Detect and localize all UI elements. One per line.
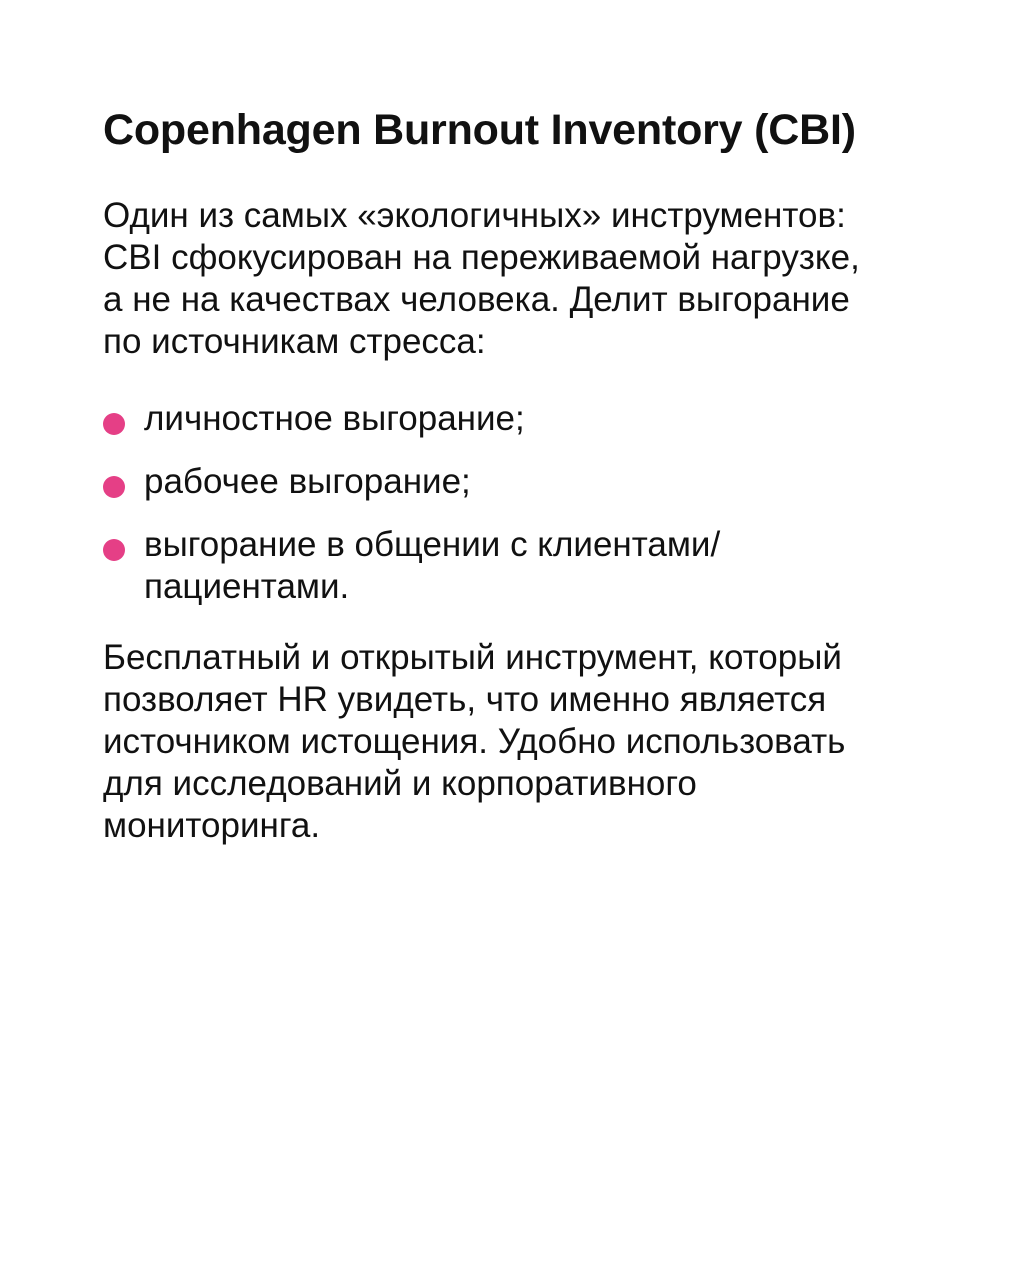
intro-paragraph xyxy=(103,195,860,363)
intro-line: а не на качествах человека. Делит выгорание xyxy=(103,280,850,319)
list-item-text: личностное выгорание; xyxy=(144,399,525,438)
bullet-dot-icon xyxy=(103,476,125,498)
list-item-text: выгорание в общении с клиентами/ xyxy=(144,525,721,564)
outro-line: мониторинга. xyxy=(103,806,321,845)
list-item xyxy=(103,461,963,503)
outro-line: для исследований и корпоративного xyxy=(103,764,697,803)
list-item xyxy=(103,524,963,608)
intro-line: по источникам стресса: xyxy=(103,322,486,361)
bullet-dot-icon xyxy=(103,539,125,561)
outro-line: Бесплатный и открытый инструмент, который xyxy=(103,638,842,677)
list-item-text: рабочее выгорание; xyxy=(144,462,471,501)
list-item-text: пациентами. xyxy=(144,567,350,606)
bullet-dot-icon xyxy=(103,413,125,435)
intro-line: CBI сфокусирован на переживаемой нагрузке, xyxy=(103,238,860,277)
intro-line: Один из самых «экологичных» инструментов: xyxy=(103,196,846,235)
list-item xyxy=(103,398,963,440)
burnout-types-list xyxy=(103,398,963,629)
page-title: Copenhagen Burnout Inventory (CBI) xyxy=(103,106,856,154)
outro-line: позволяет HR увидеть, что именно является xyxy=(103,680,827,719)
outro-paragraph xyxy=(103,637,845,847)
outro-line: источником истощения. Удобно использовать xyxy=(103,722,846,761)
